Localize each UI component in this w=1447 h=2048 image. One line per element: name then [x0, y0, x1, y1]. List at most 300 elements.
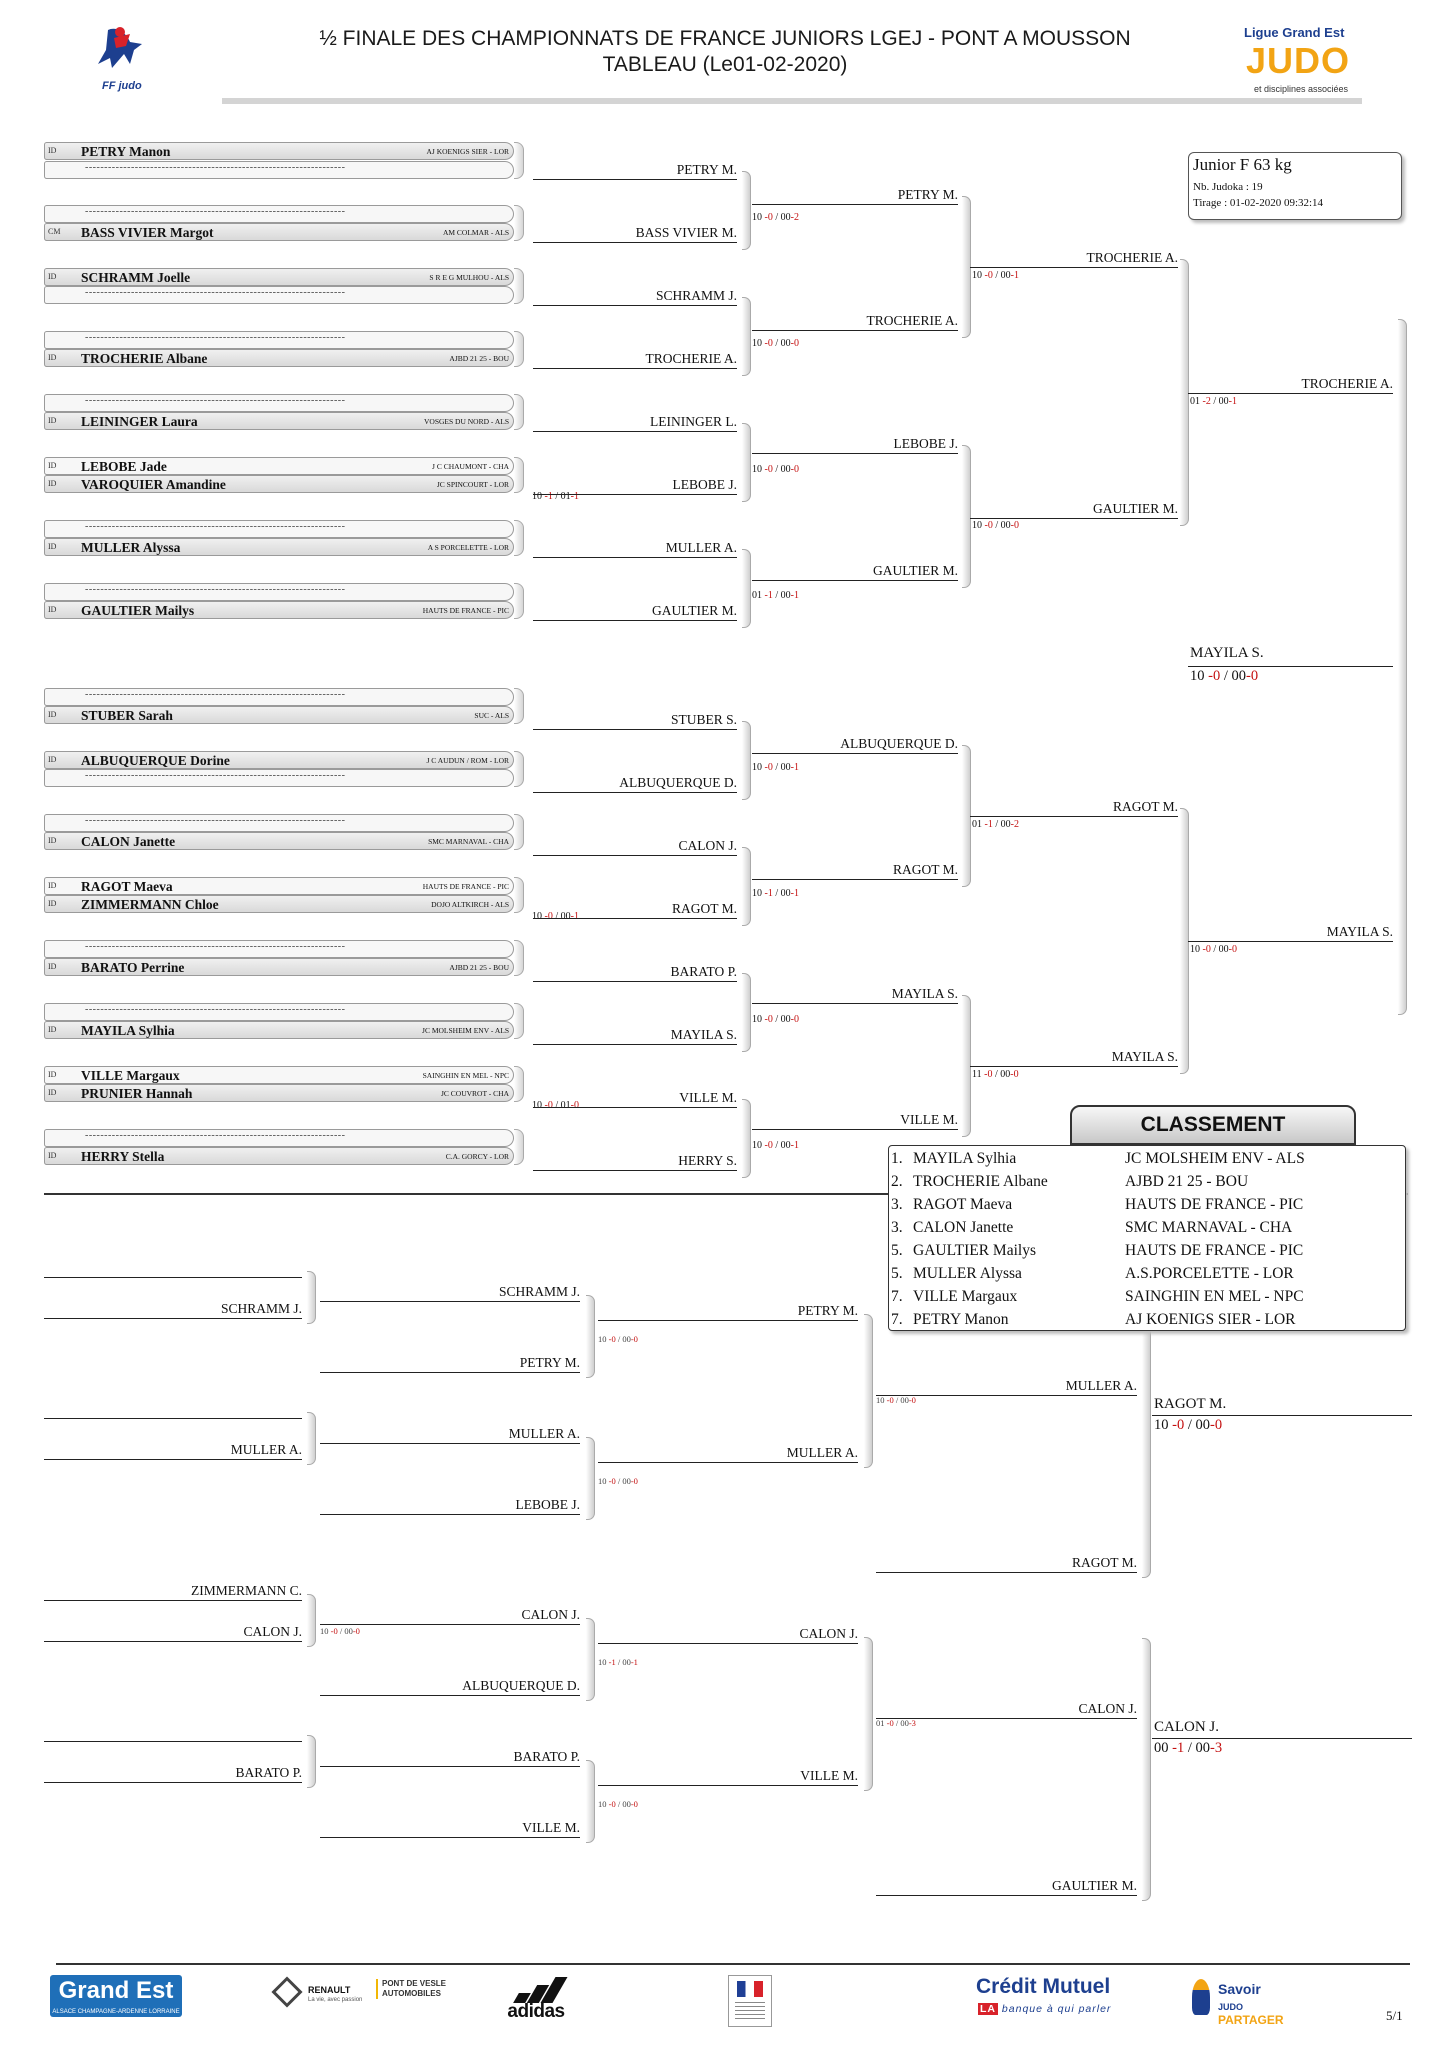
rank: 5. — [891, 1242, 903, 1259]
athlete-name: MULLER Alyssa — [913, 1265, 1022, 1282]
judo-text: JUDO — [1218, 2002, 1244, 2012]
bracket-line — [598, 1320, 858, 1321]
winner-name: VILLE M. — [679, 1090, 737, 1105]
empty-entry — [44, 1129, 514, 1147]
winner-name: CALON J. — [521, 1607, 580, 1622]
athlete-name: PETRY Manon — [913, 1311, 1009, 1328]
match-score — [752, 212, 799, 223]
score-value: / 00 — [615, 1475, 631, 1486]
bracket-line — [598, 1643, 858, 1644]
score-value: / 00 — [772, 463, 791, 475]
grand-est-logo — [50, 1975, 182, 2017]
bracket-line — [752, 204, 958, 205]
entry-code: ID — [48, 479, 57, 488]
bracket-line — [1152, 1415, 1412, 1416]
match-score — [752, 338, 799, 349]
score-penalty: -0 — [330, 1626, 338, 1636]
score-penalty: -0 — [1208, 668, 1221, 684]
athlete-entry — [44, 223, 514, 241]
score-value: 10 — [598, 1798, 609, 1809]
athlete-club: SAINGHIN EN MEL - NPC — [1125, 1288, 1304, 1305]
score-penalty: -0 — [764, 1139, 773, 1151]
score-value: / 00 — [615, 1798, 631, 1809]
ligue-logo-sub: et disciplines associées — [1254, 84, 1349, 94]
bracket-line — [752, 753, 958, 754]
score-penalty: -0 — [1172, 1417, 1185, 1433]
score-penalty: -1 — [570, 491, 579, 502]
winner-name: MAYILA S. — [891, 986, 958, 1001]
athlete-name: RAGOT Maeva — [81, 879, 173, 894]
bracket-line — [533, 855, 737, 856]
score-value: 10 — [752, 337, 765, 349]
score-value: 10 — [752, 1139, 765, 1151]
bracket-line — [44, 1418, 302, 1419]
score-value: / 00 — [1210, 395, 1229, 407]
score-penalty: -0 — [984, 519, 993, 531]
empty-slot: -------------------------------------------------------------------- — [85, 287, 346, 298]
athlete-club: HAUTS DE FRANCE - PIC — [1125, 1196, 1304, 1213]
score-penalty: -0 — [764, 1013, 773, 1025]
title-line-2: TABLEAU (Le01-02-2020) — [602, 53, 848, 76]
athlete-entry — [44, 958, 514, 976]
score-value: / 00 — [615, 1656, 631, 1667]
score-penalty: -1 — [790, 589, 799, 601]
score-value: / 00 — [772, 1013, 791, 1025]
bracket-line — [533, 792, 737, 793]
score-value: / 00 — [893, 1718, 909, 1728]
athlete-name: BASS VIVIER Margot — [81, 225, 214, 240]
match-score — [598, 1334, 638, 1344]
empty-slot: -------------------------------------------------------------------- — [85, 395, 346, 406]
final-score — [1190, 668, 1258, 685]
empty-slot: -------------------------------------------------------------------- — [85, 332, 346, 343]
score-value: 10 — [752, 463, 765, 475]
ligue-logo-line1: Ligue Grand Est — [1244, 25, 1345, 40]
match-score — [972, 520, 1019, 531]
rank: 3. — [891, 1219, 903, 1236]
athlete-entry — [44, 1066, 514, 1084]
match-score — [876, 1395, 916, 1405]
ffjudo-logo-text: FF judo — [102, 80, 142, 92]
winner-name: PETRY M. — [897, 187, 958, 202]
french-flag-icon — [737, 1981, 763, 1997]
score-penalty: -2 — [790, 211, 799, 223]
score-value: 10 — [598, 1475, 609, 1486]
winner-name: LEININGER L. — [650, 414, 737, 429]
entry-code: ID — [48, 710, 57, 719]
entry-code: ID — [48, 1151, 57, 1160]
empty-entry — [44, 688, 514, 706]
score-value: / 00 — [992, 819, 1011, 830]
score-value: / 00 — [552, 911, 571, 922]
athlete-name: PETRY Manon — [81, 144, 171, 159]
bracket-line — [44, 1318, 302, 1319]
athlete-club: SMC MARNAVAL - CHA — [428, 837, 509, 846]
score-value: / 00 — [992, 1069, 1011, 1080]
athlete-entry — [44, 751, 514, 769]
score-value: 10 — [532, 1100, 545, 1111]
score-value: / 00 — [992, 270, 1011, 281]
bracket-cap — [962, 445, 971, 588]
athlete-name: TROCHERIE Albane — [81, 351, 208, 366]
winner-name: LEBOBE J. — [893, 436, 958, 451]
bracket-line — [876, 1718, 1137, 1719]
bracket-line — [533, 305, 737, 306]
classement-row — [889, 1242, 1405, 1265]
ffjudo-logo — [90, 24, 150, 96]
empty-entry — [44, 205, 514, 223]
winner-name: LEBOBE J. — [672, 477, 737, 492]
bracket-cap — [1398, 319, 1407, 1015]
empty-entry — [44, 520, 514, 538]
winner-name: GAULTIER M. — [651, 603, 737, 618]
bracket-cap — [514, 814, 524, 850]
athlete-club: AJBD 21 25 - BOU — [1125, 1173, 1249, 1190]
judoka-icon — [1192, 1979, 1210, 2015]
athlete-name: VILLE Margaux — [913, 1288, 1018, 1305]
score-penalty: -2 — [1010, 819, 1019, 830]
bracket-cap — [586, 1295, 595, 1378]
athlete-club: JC COUVROT - CHA — [441, 1089, 509, 1098]
entry-code: ID — [48, 881, 57, 890]
bracket-cap — [514, 1003, 524, 1039]
winner-name: VILLE M. — [900, 1112, 958, 1127]
athlete-name: CALON Janette — [913, 1219, 1014, 1236]
bracket-line — [44, 1641, 302, 1642]
match-score — [972, 1069, 1019, 1080]
athlete-entry — [44, 538, 514, 556]
athlete-entry — [44, 1084, 514, 1102]
athlete-club: SAINGHIN EN MEL - NPC — [422, 1071, 509, 1080]
match-score — [598, 1657, 638, 1667]
athlete-club: JC MOLSHEIM ENV - ALS — [422, 1026, 509, 1035]
athlete-entry — [44, 268, 514, 286]
score-value: / 00 — [772, 589, 791, 601]
bracket-cap — [514, 457, 524, 493]
empty-slot: -------------------------------------------------------------------- — [85, 1004, 346, 1015]
bracket-cap — [742, 1099, 751, 1178]
bracket-cap — [307, 1271, 316, 1324]
athlete-club: VOSGES DU NORD - ALS — [423, 417, 509, 426]
score-penalty: -0 — [764, 761, 773, 773]
athlete-club: AJ KOENIGS SIER - LOR — [426, 147, 509, 156]
bracket-line — [533, 1107, 737, 1108]
score-value: / 00 — [893, 1395, 909, 1405]
prefecture-logo — [728, 1975, 772, 2027]
winner-name: BASS VIVIER M. — [635, 225, 737, 240]
score-value: 01 — [876, 1718, 887, 1728]
grand-est-logo-sub: ALSACE CHAMPAGNE-ARDENNE LORRAINE — [52, 2009, 180, 2015]
athlete-club: HAUTS DE FRANCE - PIC — [422, 882, 509, 891]
winner-name: SCHRAMM J. — [498, 1284, 580, 1299]
entry-code: ID — [48, 605, 57, 614]
bracket-line — [752, 580, 958, 581]
bracket-line — [533, 494, 737, 495]
entry-code: ID — [48, 353, 57, 362]
winner-name: SCHRAMM J. — [655, 288, 737, 303]
classement-table — [888, 1145, 1406, 1331]
athlete-club: S R E G MULHOU - ALS — [429, 273, 509, 282]
final-score — [1154, 1740, 1222, 1757]
score-penalty: -1 — [764, 589, 773, 601]
empty-entry — [44, 1003, 514, 1021]
entry-code: CM — [48, 227, 61, 236]
athlete-entry — [44, 1147, 514, 1165]
bracket-cap — [586, 1618, 595, 1701]
athlete-entry — [44, 601, 514, 619]
match-score — [752, 1014, 799, 1025]
score-penalty: -0 — [352, 1626, 360, 1636]
bracket-cap — [864, 1314, 873, 1468]
winner-name: SCHRAMM J. — [220, 1301, 302, 1316]
bracket-line — [1188, 666, 1393, 667]
empty-slot: -------------------------------------------------------------------- — [85, 770, 346, 781]
bracket-line — [44, 1459, 302, 1460]
bracket-line — [876, 1572, 1137, 1573]
bracket-cap — [514, 940, 524, 976]
title-line-1: ½ FINALE DES CHAMPIONNATS DE FRANCE JUNIORS LGEJ - PONT A MOUSSON — [319, 27, 1131, 50]
match-score — [1190, 396, 1237, 407]
bracket-line — [1188, 941, 1393, 942]
bracket-line — [533, 1044, 737, 1045]
athlete-club: DOJO ALTKIRCH - ALS — [431, 900, 509, 909]
winner-name: BARATO P. — [513, 1749, 580, 1764]
winner-name: PETRY M. — [519, 1355, 580, 1370]
winner-name: CALON J. — [243, 1624, 302, 1639]
rank: 5. — [891, 1265, 903, 1282]
bracket-cap — [864, 1637, 873, 1791]
score-penalty: -1 — [608, 1656, 616, 1667]
bracket-cap — [1142, 1638, 1151, 1901]
athlete-club: HAUTS DE FRANCE - PIC — [1125, 1242, 1304, 1259]
athlete-name: TROCHERIE Albane — [913, 1173, 1048, 1190]
score-value: / 00 — [772, 211, 791, 223]
score-value: 10 — [598, 1333, 609, 1344]
bracket-line — [752, 1003, 958, 1004]
match-score — [752, 762, 799, 773]
ligue-grand-est-logo — [1232, 22, 1368, 102]
athlete-entry — [44, 832, 514, 850]
match-score — [876, 1718, 916, 1728]
bracket-line — [320, 1624, 580, 1625]
bracket-line — [320, 1837, 580, 1838]
entry-code: ID — [48, 836, 57, 845]
score-penalty: -0 — [630, 1333, 638, 1344]
athlete-club: SUC - ALS — [474, 711, 509, 720]
prelim-score — [532, 1100, 579, 1111]
classement-row — [889, 1265, 1405, 1288]
athlete-name: RAGOT Maeva — [913, 1196, 1013, 1213]
score-penalty: -0 — [1228, 944, 1237, 955]
winner-name: RAGOT M. — [892, 862, 958, 877]
winner-name: GAULTIER M. — [1051, 1878, 1137, 1893]
athlete-entry — [44, 877, 514, 895]
bracket-cap — [1142, 1315, 1151, 1578]
score-value: / 00 — [992, 519, 1011, 531]
adidas-logo — [498, 1975, 574, 2021]
entry-code: ID — [48, 461, 57, 470]
bracket-line — [44, 1782, 302, 1783]
bracket-line — [876, 1895, 1137, 1896]
bracket-line — [533, 179, 737, 180]
bracket-line — [320, 1301, 580, 1302]
prefecture-text-lines — [735, 2002, 765, 2020]
athlete-entry — [44, 142, 514, 160]
bracket-line — [533, 1170, 737, 1171]
empty-slot: -------------------------------------------------------------------- — [85, 815, 346, 826]
final-winner-name: MAYILA S. — [1190, 645, 1264, 661]
adidas-logo-text: adidas — [507, 2001, 565, 2022]
bracket-line — [533, 918, 737, 919]
score-penalty: -1 — [764, 887, 773, 899]
empty-entry — [44, 161, 514, 179]
bracket-line — [970, 267, 1178, 268]
athlete-entry — [44, 706, 514, 724]
athlete-name: LEBOBE Jade — [81, 459, 167, 474]
score-value: / 01 — [552, 1100, 571, 1111]
winner-name: ALBUQUERQUE D. — [619, 775, 737, 790]
score-penalty: -1 — [630, 1656, 638, 1667]
score-value: 00 — [1154, 1740, 1173, 1756]
match-score — [320, 1626, 360, 1636]
bracket-line — [752, 330, 958, 331]
winner-name: MAYILA S. — [1326, 924, 1393, 939]
bracket-cap — [742, 423, 751, 502]
rank: 7. — [891, 1288, 903, 1305]
score-value: / 00 — [1184, 1417, 1210, 1433]
winner-name: ZIMMERMANN C. — [190, 1583, 302, 1598]
score-value: / 00 — [1210, 944, 1229, 955]
entry-code: ID — [48, 899, 57, 908]
empty-slot: -------------------------------------------------------------------- — [85, 521, 346, 532]
empty-entry — [44, 286, 514, 304]
match-score — [598, 1476, 638, 1486]
score-penalty: -0 — [1202, 944, 1211, 955]
athlete-club: AJBD 21 25 - BOU — [449, 354, 509, 363]
score-value: 01 — [972, 819, 985, 830]
bracket-line — [598, 1785, 858, 1786]
bracket-line — [970, 518, 1178, 519]
winner-name: MULLER A. — [1065, 1378, 1137, 1393]
entry-code: ID — [48, 272, 57, 281]
athlete-name: HERRY Stella — [81, 1149, 165, 1164]
score-value: / 01 — [552, 491, 571, 502]
empty-slot: -------------------------------------------------------------------- — [85, 941, 346, 952]
score-penalty: -1 — [790, 761, 799, 773]
empty-slot: -------------------------------------------------------------------- — [85, 206, 346, 217]
score-penalty: -0 — [608, 1798, 616, 1809]
entry-code: ID — [48, 416, 57, 425]
match-score — [752, 1140, 799, 1151]
score-value: / 00 — [772, 761, 791, 773]
bracket-cap — [514, 205, 524, 241]
winner-name: ALBUQUERQUE D. — [462, 1678, 580, 1693]
athlete-name: SCHRAMM Joelle — [81, 270, 191, 285]
bracket-cap — [514, 331, 524, 367]
prelim-score — [532, 911, 579, 922]
athlete-name: BARATO Perrine — [81, 960, 185, 975]
score-penalty: -0 — [790, 337, 799, 349]
score-value: / 00 — [772, 1139, 791, 1151]
bracket-line — [752, 1129, 958, 1130]
match-score — [752, 464, 799, 475]
adidas-stripes-icon — [512, 1977, 562, 2003]
score-value: 10 — [972, 270, 985, 281]
bracket-line — [598, 1462, 858, 1463]
winner-name: TROCHERIE A. — [1086, 250, 1178, 265]
bracket-line — [533, 620, 737, 621]
score-value: 10 — [532, 911, 545, 922]
bracket-line — [752, 453, 958, 454]
bracket-cap — [586, 1760, 595, 1843]
winner-name: MULLER A. — [786, 1445, 858, 1460]
bracket-line — [533, 431, 737, 432]
score-value: 01 — [1190, 395, 1203, 407]
savoir-partager-logo — [1192, 1975, 1302, 2027]
score-value: 10 — [876, 1395, 887, 1405]
bracket-line — [533, 981, 737, 982]
athlete-club: AJ KOENIGS SIER - LOR — [1125, 1311, 1296, 1328]
bracket-line — [876, 1395, 1137, 1396]
score-penalty: -0 — [1010, 519, 1019, 531]
athlete-club: JC SPINCOURT - LOR — [436, 480, 509, 489]
winner-name: MULLER A. — [230, 1442, 302, 1457]
winner-name: MULLER A. — [508, 1426, 580, 1441]
classement-row — [889, 1150, 1405, 1173]
bracket-cap — [586, 1437, 595, 1520]
score-penalty: -0 — [790, 463, 799, 475]
score-penalty: -3 — [908, 1718, 916, 1728]
judoka-count: Nb. Judoka : 19 — [1193, 181, 1263, 193]
page-title — [200, 26, 1250, 78]
athlete-name: GAULTIER Mailys — [913, 1242, 1036, 1259]
score-penalty: -1 — [1228, 395, 1237, 407]
credit-mutuel-la: LA — [980, 2003, 996, 2015]
score-value: 10 — [752, 1013, 765, 1025]
score-penalty: -0 — [886, 1718, 894, 1728]
score-penalty: -1 — [984, 819, 993, 830]
winner-name: STUBER S. — [670, 712, 737, 727]
athlete-club: HAUTS DE FRANCE - PIC — [422, 606, 509, 615]
final-winner-name: CALON J. — [1154, 1719, 1220, 1735]
score-penalty: -0 — [764, 211, 773, 223]
bracket-cap — [514, 583, 524, 619]
classement-row — [889, 1311, 1405, 1334]
entry-code: ID — [48, 542, 57, 551]
score-penalty: -2 — [1202, 395, 1211, 407]
winner-name: PETRY M. — [676, 162, 737, 177]
score-value: 10 — [972, 519, 985, 531]
athlete-name: MAYILA Sylhia — [913, 1150, 1017, 1167]
classement-row — [889, 1173, 1405, 1196]
winner-name: RAGOT M. — [1071, 1555, 1137, 1570]
credit-mutuel-logo-text: Crédit Mutuel — [976, 1975, 1111, 1998]
score-value: 10 — [752, 887, 765, 899]
score-value: / 00 — [772, 337, 791, 349]
final-score — [1154, 1417, 1222, 1434]
header-rule — [222, 98, 1362, 104]
bracket-cap — [514, 751, 524, 787]
judoka-icon — [90, 24, 150, 82]
score-value: 10 — [1190, 944, 1203, 955]
renault-diamond-icon — [271, 1976, 302, 2007]
score-value: 10 — [598, 1656, 609, 1667]
rank: 2. — [891, 1173, 903, 1190]
match-score — [972, 819, 1019, 830]
score-value: 10 — [1190, 668, 1209, 684]
bracket-cap — [742, 297, 751, 376]
bracket-line — [752, 879, 958, 880]
